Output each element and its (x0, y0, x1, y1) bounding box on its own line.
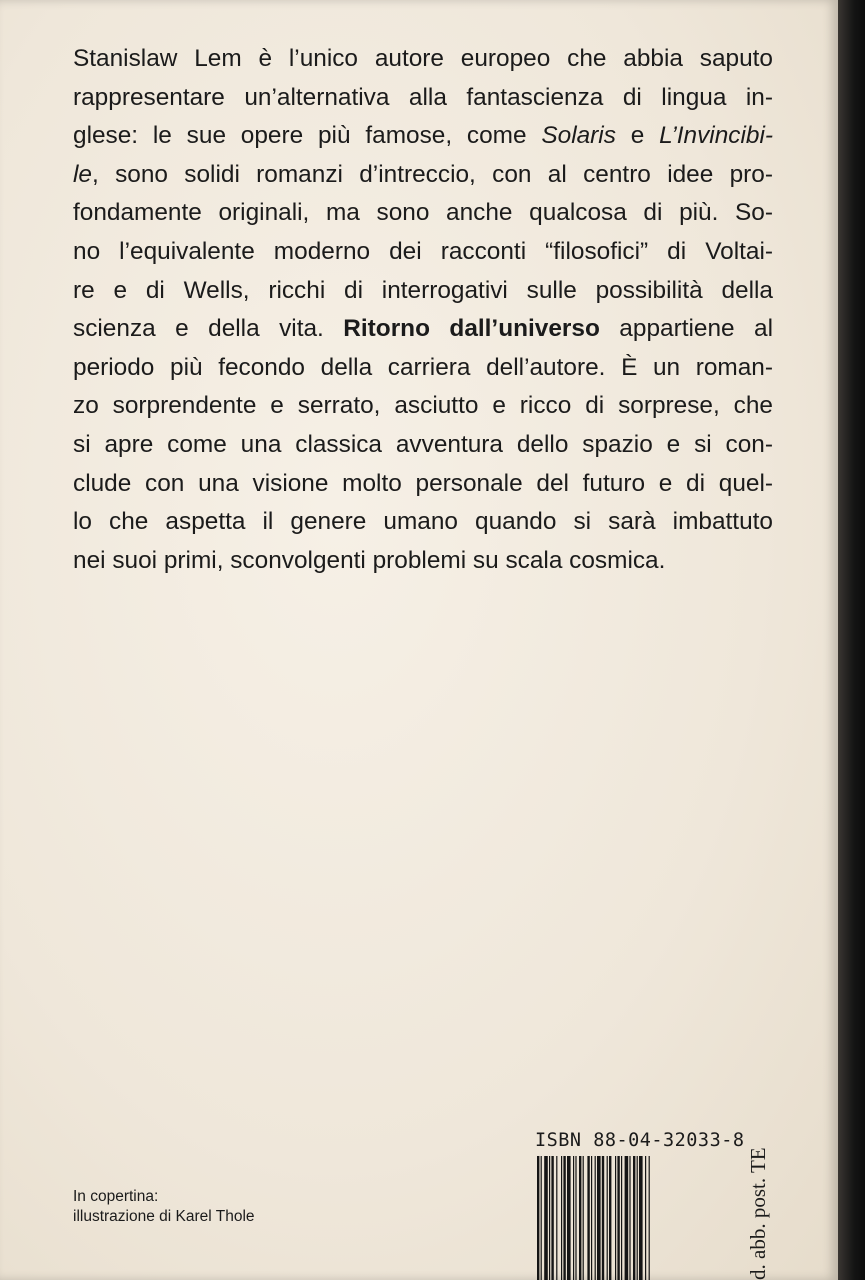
barcode-bar (621, 1156, 622, 1280)
barcode-bar (625, 1156, 629, 1280)
barcode-bar (573, 1156, 574, 1280)
barcode-bar (649, 1156, 650, 1280)
blurb-text (73, 40, 773, 580)
isbn-label: ISBN 88-04-32033-8 (535, 1130, 745, 1151)
barcode-bar (575, 1156, 576, 1280)
blurb-line (73, 310, 773, 349)
postal-note: d. abb. post. TE (746, 1147, 770, 1280)
barcode-bar (544, 1156, 548, 1280)
barcode-bar (615, 1156, 616, 1280)
blurb-line: clude con una visione molto personale del futuro e di quel- (73, 469, 773, 497)
blurb-line: lo che aspetta il genere umano quando si sarà imbattuto (73, 508, 773, 536)
book-title: Ritorno dall’universo (343, 315, 600, 343)
barcode-bar (637, 1156, 638, 1280)
blurb-text-run: e (615, 122, 660, 150)
barcode-bar (556, 1156, 557, 1280)
barcode-bar (579, 1156, 581, 1280)
barcode-bar (549, 1156, 550, 1280)
blurb-text-run: scienza e della vita. (73, 315, 324, 343)
blurb-line: zo sorprendente e serrato, asciutto e ricco di sorprese, che (73, 392, 773, 420)
blurb-line (73, 117, 773, 156)
blurb-text-run: , sono solidi romanzi d’intreccio, con al centro idee pro- (91, 160, 773, 188)
page-edge-shadow (838, 0, 865, 1280)
title-invincibile: L’Invincibi- (659, 122, 773, 150)
barcode-bar (609, 1156, 611, 1280)
barcode-bar (633, 1156, 635, 1280)
barcode-bar (639, 1156, 643, 1280)
barcode-bar (617, 1156, 619, 1280)
barcode-bar (587, 1156, 589, 1280)
barcode-bar (541, 1156, 542, 1280)
title-solaris: Solaris (541, 122, 616, 150)
credit-illustrator: illustrazione di Karel Thole (73, 1208, 255, 1225)
barcode-bar (537, 1156, 539, 1280)
blurb-line: rappresentare un’alternativa alla fantascienza di lingua in- (73, 83, 773, 111)
blurb-line: nei suoi primi, sconvolgenti problemi su scala cosmica. (73, 546, 666, 574)
barcode-bar (597, 1156, 601, 1280)
blurb-line (73, 156, 773, 195)
blurb-line: no l’equivalente moderno dei racconti “filosofici” di Voltai- (73, 237, 773, 265)
blurb-line: periodo più fecondo della carriera dell’autore. È un roman- (73, 353, 773, 381)
blurb-line: fondamente originali, ma sono anche qualcosa di più. So- (73, 199, 773, 227)
barcode-bar (561, 1156, 562, 1280)
barcode-bar (629, 1156, 630, 1280)
barcode-bar (645, 1156, 646, 1280)
barcode-bar (595, 1156, 596, 1280)
blurb-line: re e di Wells, ricchi di interrogativi sulle possibilità della (73, 276, 773, 304)
barcode-bar (602, 1156, 604, 1280)
blurb-text-run: appartiene al (599, 315, 774, 343)
blurb-line: Stanislaw Lem è l’unico autore europeo che abbia saputo (73, 45, 773, 72)
barcode-bar (563, 1156, 565, 1280)
barcode-bar (607, 1156, 608, 1280)
barcode-bar (551, 1156, 553, 1280)
blurb-text-run: glese: le sue opere più famose, come (73, 122, 542, 150)
cover-credit (73, 1187, 255, 1227)
barcode-bar (591, 1156, 592, 1280)
blurb-line: si apre come una classica avventura dello spazio e si con- (73, 430, 773, 458)
credit-label: In copertina: (73, 1188, 159, 1205)
barcode-bar (567, 1156, 571, 1280)
barcode (537, 1156, 734, 1280)
barcode-bar (583, 1156, 584, 1280)
title-invincibile-end: le (73, 160, 92, 188)
